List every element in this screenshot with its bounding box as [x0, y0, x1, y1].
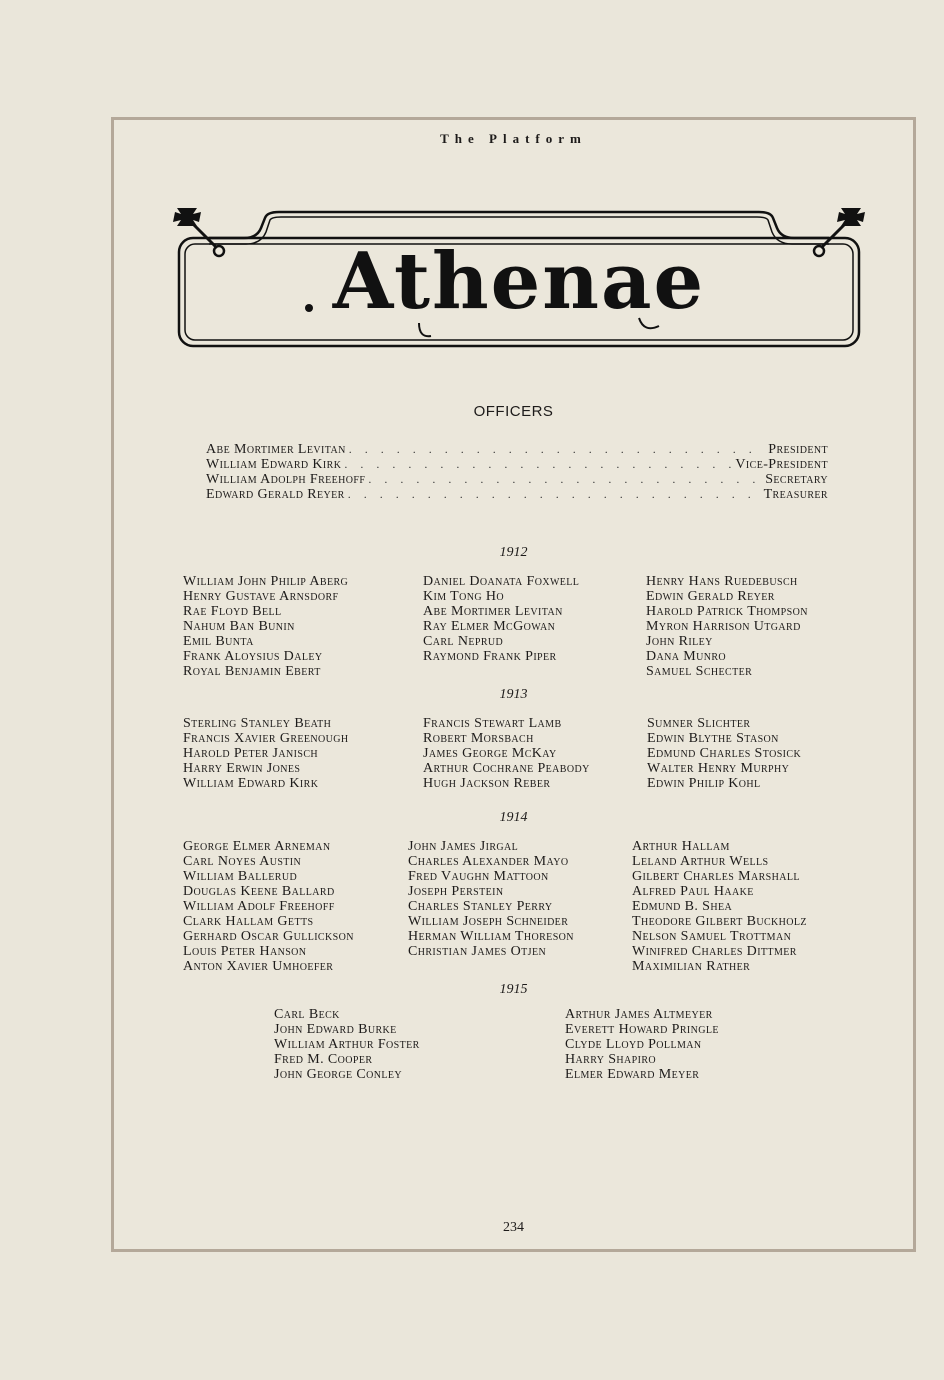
member-name: William Ballerud [183, 869, 298, 884]
member-name: Alfred Paul Haake [632, 884, 754, 899]
member-name: Nahum Ban Bunin [183, 619, 295, 634]
member-name: Edwin Gerald Reyer [646, 589, 775, 604]
member-name: William Edward Kirk [183, 776, 319, 791]
member-name: Louis Peter Hanson [183, 944, 307, 959]
name-column [632, 839, 807, 974]
class-year-heading: 1912 [499, 545, 528, 560]
member-name: Everett Howard Pringle [565, 1022, 719, 1037]
member-name: Royal Benjamin Ebert [183, 664, 321, 679]
member-name: Theodore Gilbert Buckholz [632, 914, 807, 929]
member-name: Arthur Hallam [632, 839, 730, 854]
name-column [423, 574, 579, 664]
member-name: Fred Vaughn Mattoon [408, 869, 549, 884]
name-column [423, 716, 590, 791]
leader-dots [349, 442, 766, 457]
officer-title: Treasurer [763, 487, 828, 502]
member-name: Maximilian Rather [632, 959, 751, 974]
member-name: Harold Peter Janisch [183, 746, 319, 761]
member-name: Edwin Blythe Stason [647, 731, 779, 746]
name-column [274, 1007, 420, 1082]
officer-row [206, 442, 828, 457]
class-year-heading: 1913 [499, 687, 528, 702]
member-name: Leland Arthur Wells [632, 854, 769, 869]
member-name: Francis Xavier Greenough [183, 731, 349, 746]
member-name: William Adolf Freehoff [183, 899, 335, 914]
member-name: William Arthur Foster [274, 1037, 420, 1052]
class-year-heading: 1915 [499, 982, 528, 997]
officer-title: Vice-President [735, 457, 828, 472]
member-name: Nelson Samuel Trottman [632, 929, 792, 944]
member-name: Arthur James Altmeyer [565, 1007, 713, 1022]
member-name: Anton Xavier Umhoefer [183, 959, 334, 974]
officer-row [206, 472, 828, 487]
member-name: Carl Neprud [423, 634, 504, 649]
member-name: Sterling Stanley Beath [183, 716, 332, 731]
member-name: Winifred Charles Dittmer [632, 944, 797, 959]
member-name: Henry Gustave Arnsdorf [183, 589, 339, 604]
banner-frame-ornament [169, 198, 869, 348]
member-name: Emil Bunta [183, 634, 254, 649]
page-number: 234 [503, 1220, 524, 1235]
officer-name: William Edward Kirk [206, 457, 342, 472]
member-name: Walter Henry Murphy [647, 761, 790, 776]
member-name: George Elmer Arneman [183, 839, 331, 854]
member-name: Carl Beck [274, 1007, 340, 1022]
left-cross-ornament [173, 208, 224, 256]
member-name: James George McKay [423, 746, 557, 761]
member-name: Sumner Slichter [647, 716, 751, 731]
member-name: Clark Hallam Getts [183, 914, 314, 929]
member-name: Harry Erwin Jones [183, 761, 301, 776]
member-name: Kim Tong Ho [423, 589, 505, 604]
member-name: Henry Hans Ruedebusch [646, 574, 798, 589]
member-name: Christian James Otjen [408, 944, 547, 959]
member-name: William John Philip Aberg [183, 574, 349, 589]
officer-title: Secretary [765, 472, 828, 487]
name-column [408, 839, 574, 959]
name-column [565, 1007, 719, 1082]
member-name: Raymond Frank Piper [423, 649, 557, 664]
member-name: Elmer Edward Meyer [565, 1067, 700, 1082]
member-name: Clyde Lloyd Pollman [565, 1037, 702, 1052]
member-name: Arthur Cochrane Peabody [423, 761, 590, 776]
member-name: Edwin Philip Kohl [647, 776, 761, 791]
member-name: Samuel Schecter [646, 664, 753, 679]
right-cross-ornament [814, 208, 865, 256]
member-name: William Joseph Schneider [408, 914, 569, 929]
name-column [183, 716, 349, 791]
officers-list [206, 442, 828, 502]
member-name: Myron Harrison Utgard [646, 619, 801, 634]
member-name: Hugh Jackson Reber [423, 776, 551, 791]
leader-dots [344, 457, 732, 472]
page-frame [111, 117, 916, 1252]
officer-name: Edward Gerald Reyer [206, 487, 345, 502]
member-name: Charles Stanley Perry [408, 899, 553, 914]
member-name: John Edward Burke [274, 1022, 397, 1037]
member-name: Daniel Doanata Foxwell [423, 574, 580, 589]
member-name: Frank Aloysius Daley [183, 649, 323, 664]
class-year-heading: 1914 [499, 810, 528, 825]
member-name: Joseph Perstein [408, 884, 504, 899]
running-header: The Platform [440, 131, 587, 146]
officer-name: Abe Mortimer Levitan [206, 442, 346, 457]
banner-title: Athenae [332, 236, 706, 327]
officer-row [206, 457, 828, 472]
leader-dots [348, 487, 761, 502]
member-name: Ray Elmer McGowan [423, 619, 556, 634]
name-column [183, 574, 348, 679]
member-name: Fred M. Cooper [274, 1052, 373, 1067]
officers-heading: OFFICERS [473, 403, 554, 420]
officer-title: President [768, 442, 828, 457]
member-name: Gilbert Charles Marshall [632, 869, 800, 884]
member-name: Edmund B. Shea [632, 899, 733, 914]
member-name: John George Conley [274, 1067, 402, 1082]
officer-name: William Adolph Freehoff [206, 472, 366, 487]
member-name: John Riley [646, 634, 713, 649]
member-name: Rae Floyd Bell [183, 604, 282, 619]
member-name: Herman William Thoreson [408, 929, 574, 944]
name-column [647, 716, 801, 791]
member-name: Dana Munro [646, 649, 727, 664]
member-name: Carl Noyes Austin [183, 854, 302, 869]
member-name: Abe Mortimer Levitan [423, 604, 563, 619]
athenae-banner [169, 198, 869, 348]
member-name: John James Jirgal [408, 839, 519, 854]
officer-row [206, 487, 828, 502]
member-name: Robert Morsbach [423, 731, 534, 746]
member-name: Francis Stewart Lamb [423, 716, 562, 731]
member-name: Edmund Charles Stosick [647, 746, 802, 761]
member-name: Harry Shapiro [565, 1052, 657, 1067]
member-name: Charles Alexander Mayo [408, 854, 569, 869]
member-name: Harold Patrick Thompson [646, 604, 808, 619]
name-column [183, 839, 354, 974]
leader-dots [368, 472, 762, 487]
name-column [646, 574, 808, 679]
member-name: Gerhard Oscar Gullickson [183, 929, 354, 944]
member-name: Douglas Keene Ballard [183, 884, 335, 899]
